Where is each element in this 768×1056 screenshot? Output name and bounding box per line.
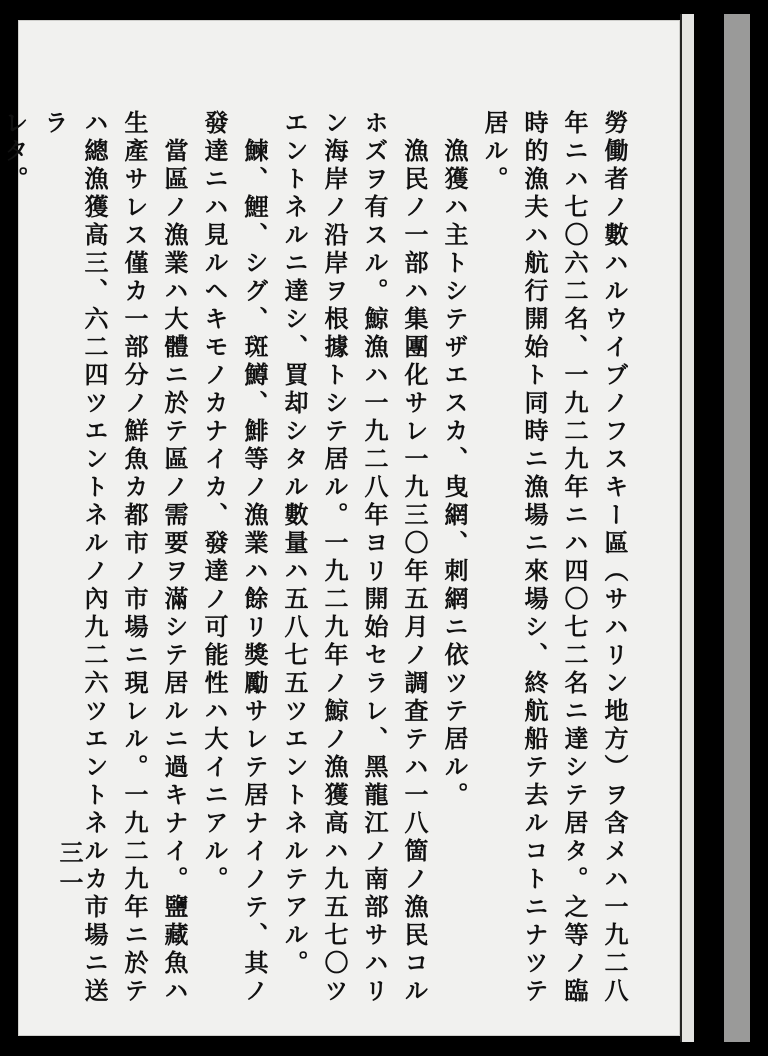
text-line: 發達ニハ見ルヘキモノカナイカ、發達ノ可能性ハ大イニアル。: [200, 110, 229, 894]
text-line: ホズヲ有スル。鯨漁ハ一九二八年ヨリ開始セラレ、黑龍江ノ南部サハリ: [360, 110, 389, 1006]
next-page-edge: [724, 14, 750, 1042]
text-line: 時的漁夫ハ航行開始ト同時ニ漁場ニ來場シ、終航船テ去ルコトニナツテ: [520, 110, 549, 1006]
text-line: エントネルニ達シ、買却シタル數量ハ五八七五ツエントネルテアル。: [280, 110, 309, 978]
text-line: 當區ノ漁業ハ大體ニ於テ區ノ需要ヲ滿シテ居ルニ過キナイ。鹽藏魚ハ: [160, 110, 189, 1006]
book-page: [0, 20, 680, 1036]
text-line: 生產サレス僅カ一部分ノ鮮魚カ都市ノ市場ニ現レル。一九二九年ニ於テ: [120, 110, 149, 1006]
text-line: 居ル。: [480, 110, 509, 194]
text-line: 鰊、鯉、シグ、斑鱒、鯡等ノ漁業ハ餘リ獎勵サレテ居ナイノテ、其ノ: [240, 110, 269, 1006]
text-line: 年ニハ七〇六二名、一九二九年ニハ四〇七二名ニ達シテ居タ。之等ノ臨: [560, 110, 589, 1006]
text-line: ハ總漁獲高三、六二四ツエントネルノ內九二六ツエントネルカ市場ニ送ラ: [40, 110, 109, 1006]
text-line: 勞働者ノ數ハルウイブノフスキー區（サハリン地方）ヲ含メハ一九二八: [600, 110, 629, 1006]
page-edge-divider: [680, 14, 694, 1042]
text-line: 漁獲ハ主トシテザエスカ、曳網、刺網ニ依ツテ居ル。: [440, 110, 469, 810]
text-line: 漁民ノ一部ハ集團化サレ一九三〇年五月ノ調査テハ一八箇ノ漁民コル: [400, 110, 429, 1006]
text-line: レタ。: [0, 110, 29, 194]
text-line: ン海岸ノ沿岸ヲ根據トシテ居ル。一九二九年ノ鯨ノ漁獲高ハ九五七〇ツ: [320, 110, 349, 1006]
page-number: 三一: [55, 840, 84, 900]
